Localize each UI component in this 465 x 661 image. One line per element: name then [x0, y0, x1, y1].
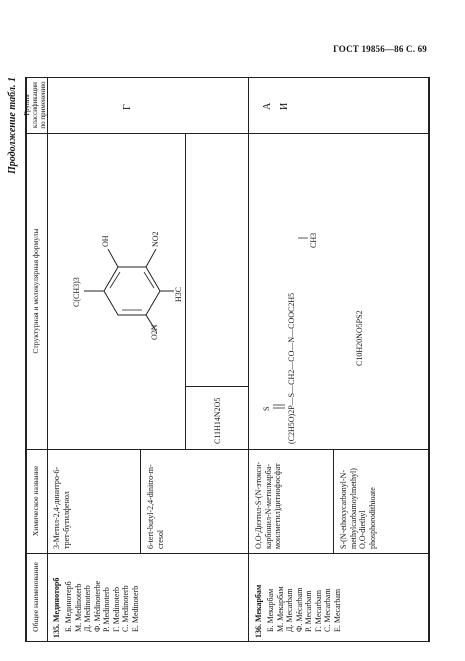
- row135-synonym: Р. Medinoterb: [102, 587, 111, 632]
- header-chemical-name: Химическое название: [31, 465, 40, 537]
- row136-group: А: [262, 102, 273, 110]
- row135-formula-vertical: [185, 386, 248, 387]
- header-common-name: Общее наименование: [31, 562, 40, 632]
- row135-label-o2n: O2N: [150, 324, 159, 340]
- column-separator-2: [25, 449, 430, 450]
- table-continuation-caption: Продолжение табл. 1: [7, 77, 18, 175]
- rotated-table-area: [7, 77, 430, 642]
- row-separator: [248, 77, 249, 642]
- row136-synonym: М. Мекарбам: [275, 586, 285, 632]
- row136-synonym: С. Mecarbam: [323, 588, 332, 632]
- row136-structure-top: S: [262, 406, 271, 411]
- row136-synonym: Ф. Mécarbam: [294, 587, 304, 632]
- row136-synonym: Г. Mecarbam: [313, 590, 323, 632]
- data-table: [25, 77, 430, 642]
- benzene-ring: [104, 267, 160, 315]
- row135-molecular-formula: C11H14N2O5: [213, 397, 222, 444]
- table-border-right: [25, 77, 430, 78]
- column-separator-1: [25, 553, 430, 554]
- row135-structure: [48, 134, 185, 449]
- header-formula: Структурная и молекулярная формулы: [31, 228, 40, 354]
- row135-formula-separator: [185, 134, 186, 449]
- page-header: ГОСТ 19856—86 С. 69: [333, 44, 427, 54]
- row136-group: И: [279, 102, 290, 110]
- row136-chemical-name-en: S-(N-ethoxycarbonyl-N-methylcarbamoylmethyl) O,O-diethyl phosphorodithioate: [339, 468, 377, 549]
- header-group: Группа классификации по применению: [23, 81, 47, 129]
- row135-synonym: Д. Medinoterb: [83, 585, 92, 632]
- row136-chem-separator: [333, 450, 334, 553]
- row135-group: Г: [122, 104, 133, 110]
- row135-label-no2: NO2: [151, 231, 160, 247]
- row135-label-h3c: H3C: [174, 286, 183, 302]
- table-border-top: [25, 77, 27, 642]
- row136-chemical-name-ru: О,О-Диэтил-S-(N-этокси-карбонил-N-метилкарба-моилметил)дитиофосфат: [254, 461, 282, 549]
- row136-structure-bottom: CH3: [309, 232, 318, 248]
- row135-synonym: Г. Medinoterb: [111, 586, 121, 632]
- row135-chemical-name-en: 6-tert-butyl-2,4-dinitro-m-cresol: [146, 464, 165, 549]
- row135-label-oh: OH: [101, 235, 110, 247]
- row136-methyl-bond: [297, 232, 309, 242]
- row136-synonym: Р. Mecarbam: [304, 590, 313, 632]
- row135-chemical-name-ru: 3-Метил-2,4-динитро-6-трет-бутилфенол: [52, 466, 71, 549]
- row136-common-name: 136. Мекарбам: [254, 584, 263, 638]
- row135-synonym: Е. Medinoterb: [130, 585, 140, 632]
- row136-synonym: Е. Mecarbam: [332, 588, 342, 632]
- table-border-bottom: [428, 77, 430, 642]
- row136-synonym: Б. Мекарбам: [266, 588, 275, 632]
- row135-label-tbutyl: C(CH3)3: [72, 277, 81, 307]
- row135-common-name: 135. Мединоторб: [52, 577, 61, 638]
- row135-synonym: М. Medinoterb: [73, 583, 83, 632]
- table-border-left: [25, 641, 430, 642]
- row135-synonym: Б. Мединотерб: [64, 581, 73, 632]
- row136-double-bond: [272, 400, 286, 410]
- row135-synonym: Ф. Médinoterbe: [92, 580, 102, 632]
- row135-synonym: С. Medinoterb: [121, 585, 130, 632]
- row135-chem-separator: [140, 450, 141, 553]
- row136-structure-line: (C2H5O)2P—S—CH2—CO—N—COOC2H5: [287, 292, 296, 444]
- row136-synonym: Д. Mecarbam: [285, 588, 294, 632]
- row136-molecular-formula: C10H20NO5PS2: [355, 310, 364, 366]
